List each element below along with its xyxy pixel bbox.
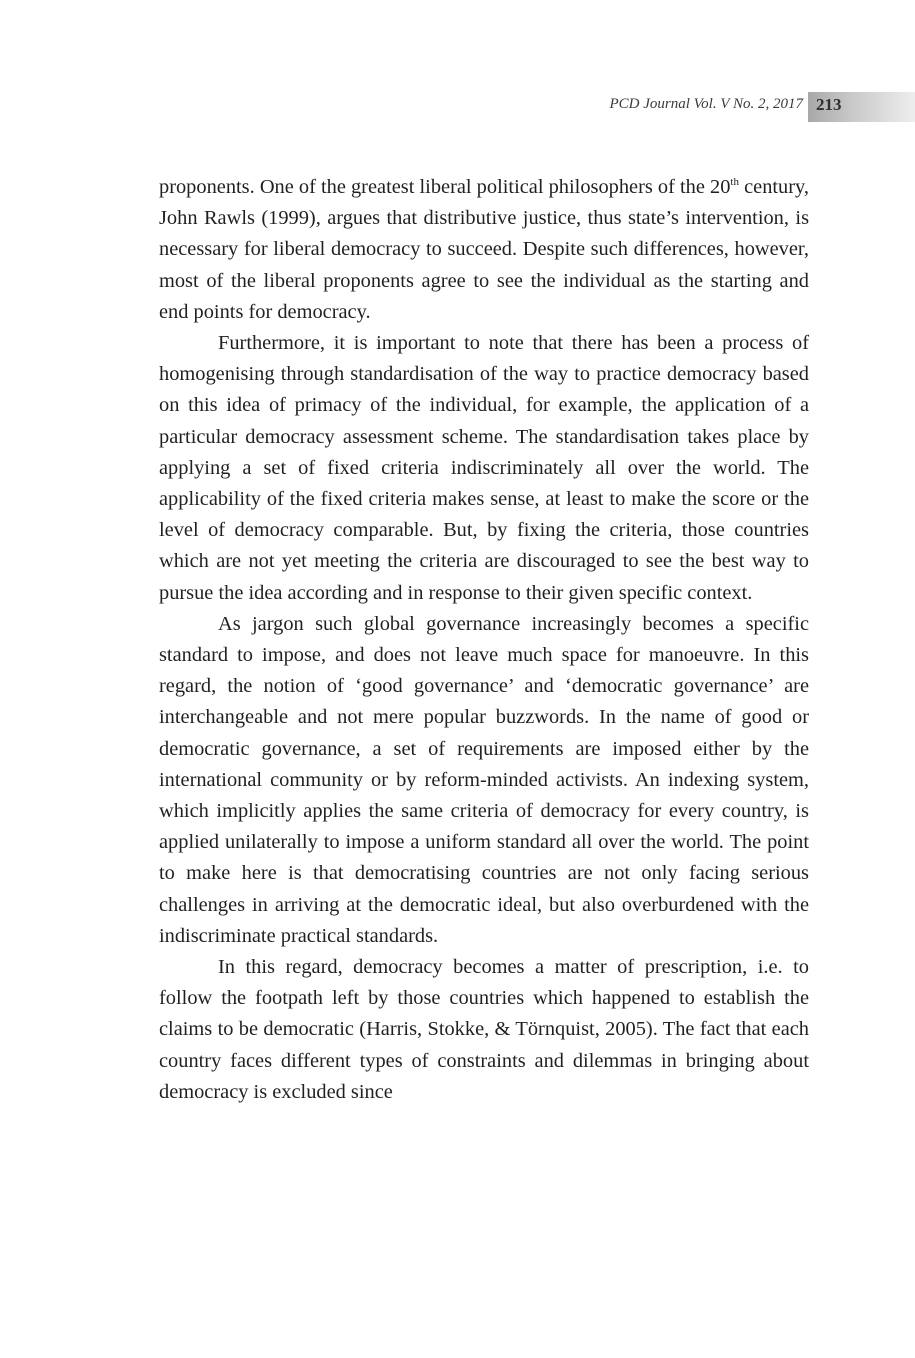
paragraph-1-text-b: century, John Rawls (1999), argues that distributive justice, thus state’s intervention, is necessary for liberal democracy to succeed. Despite such differences, however, most of the liberal proponents agree to see the individual as the starting and end points for democracy. <box>159 176 810 323</box>
body-text <box>159 172 809 1108</box>
paragraph-3: As jargon such global governance increasingly becomes a specific standard to impose, and does not leave much space for manoeuvre. In this regard, the notion of ‘good governance’ and ‘democratic governance’ are interchangeable and not mere popular buzzwords. In the name of good or democratic governance, a set of requirements are imposed either by the international community or by reform-minded activists. An indexing system, which implicitly applies the same criteria of democracy for every country, is applied unilaterally to impose a uniform standard all over the world. The point to make here is that democratising countries are not only facing serious challenges in arriving at the democratic ideal, but also overburdened with the indiscriminate practical standards. <box>159 612 809 947</box>
paragraph-1-text-a: proponents. One of the greatest liberal political philosophers of the 20 <box>159 176 731 198</box>
paragraph-4: In this regard, democracy becomes a matter of prescription, i.e. to follow the footpath left by those countries which happened to establish the claims to be democratic (Harris, Stokke, & Törnquist, 2005). The fact that each country faces different types of constraints and dilemmas in bringing about democracy is excluded since <box>159 956 809 1103</box>
page-number: 213 <box>816 95 842 114</box>
paragraph-2: Furthermore, it is important to note that there has been a process of homogenising through standardisation of the way to practice democracy based on this idea of primacy of the individual, for example, the application of a particular democracy assessment scheme. The standardisation takes place by applying a set of fixed criteria indiscriminately all over the world. The applicability of the fixed criteria makes sense, at least to make the score or the level of democracy comparable. But, by fixing the criteria, those countries which are not yet meeting the criteria are discouraged to see the best way to pursue the idea according and in response to their given specific context. <box>159 332 809 604</box>
journal-title: PCD Journal Vol. V No. 2, 2017 <box>609 96 803 112</box>
ordinal-suffix: th <box>730 176 739 188</box>
paragraph-1 <box>159 172 809 328</box>
page-number-band <box>808 92 915 122</box>
page-header <box>0 92 915 122</box>
